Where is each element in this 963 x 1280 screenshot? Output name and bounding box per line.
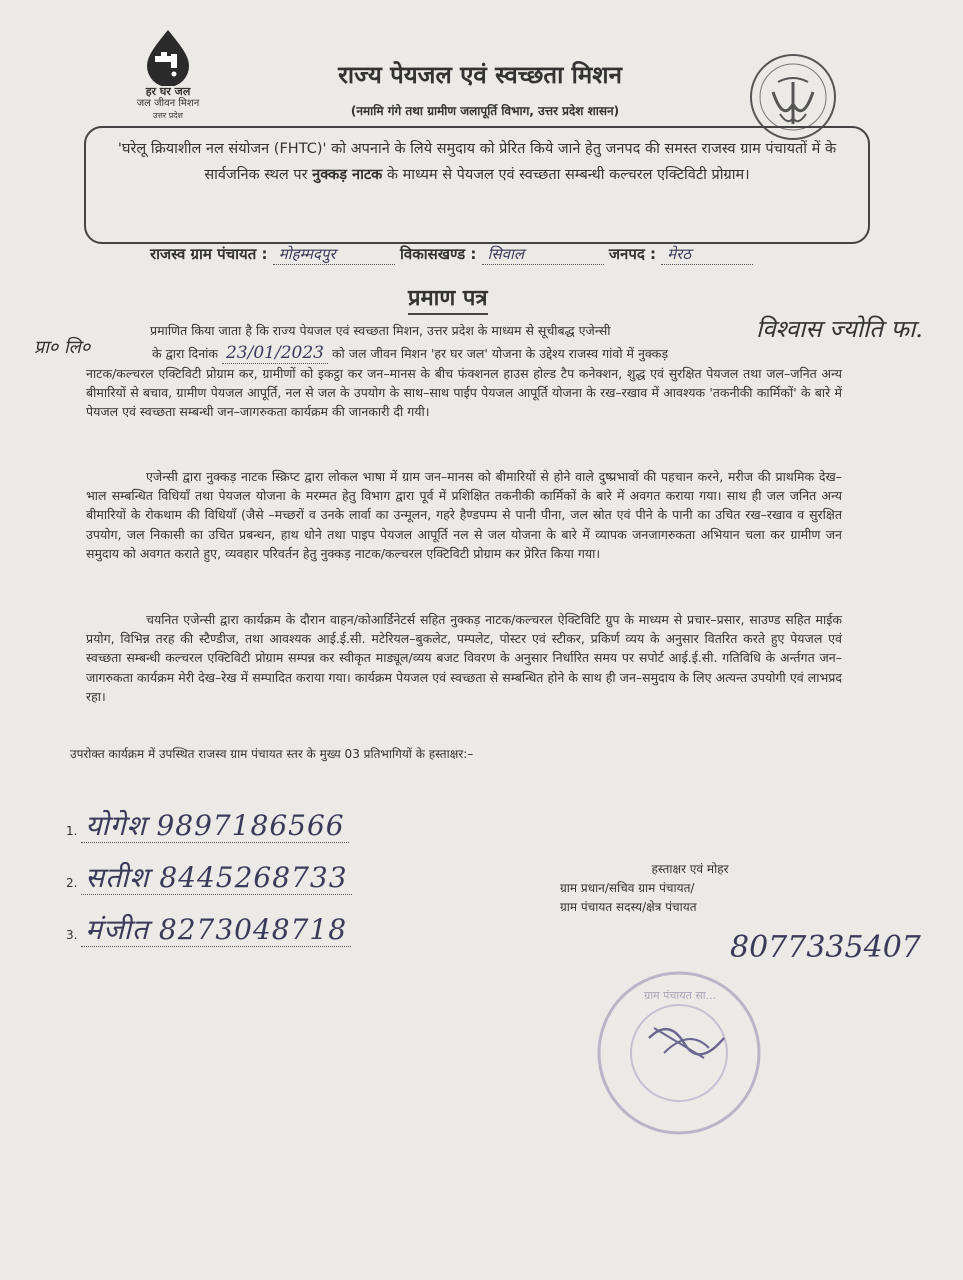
block-label: विकासखण्ड : <box>399 245 477 263</box>
signatory-row <box>66 858 352 896</box>
para1-line2-b: को जल जीवन मिशन 'हर घर जल' योजना के उद्देश्य राजस्व गांवो में नुक्कड़ <box>331 346 669 361</box>
signatory-signature: योगेश 9897186566 <box>81 809 348 843</box>
seal-designation-1: ग्राम प्रधान/सचिव ग्राम पंचायत/ <box>560 881 695 895</box>
subject-bold: नुक्कड़ नाटक <box>312 167 383 183</box>
logo-line-2: जल जीवन मिशन <box>136 98 200 109</box>
program-date-handwritten: 23/01/2023 <box>222 343 328 364</box>
signatory-number: 2. <box>66 876 78 890</box>
agency-prefix-handwritten: प्रा० लि० <box>34 337 91 358</box>
signatory-row <box>66 910 351 948</box>
document-header-subtitle: (नमामि गंगे तथा ग्रामीण जलापूर्ति विभाग, उत्तर प्रदेश शासन) <box>350 104 620 118</box>
water-tap-icon <box>133 28 203 86</box>
logo-line-1: हर घर जल <box>145 85 191 98</box>
subject-text-2: के माध्यम से पेयजल एवं स्वच्छता सम्बन्धी कल्चरल एक्टिविटी प्रोग्राम। <box>382 167 750 183</box>
para1-line1-text: प्रमाणित किया जाता है कि राज्य पेयजल एवं स्वच्छता मिशन, उत्तर प्रदेश के माध्यम से सूचीबद्ध एजेन्सी <box>150 323 611 338</box>
para1-line1 <box>150 322 611 339</box>
certificate-title: प्रमाण पत्र <box>408 282 488 315</box>
signatory-row <box>66 806 349 844</box>
block-value: सिवाल <box>482 244 604 265</box>
pradhan-phone-handwritten: 8077335407 <box>730 930 921 965</box>
seal-label: हस्ताक्षर एवं मोहर <box>651 862 729 876</box>
panchayat-label: राजस्व ग्राम पंचायत : <box>150 245 268 263</box>
seal-signature-block <box>560 860 810 917</box>
subject-box <box>84 126 870 244</box>
logo-line-3: उत्तर प्रदेश <box>153 111 183 120</box>
signatory-number: 1. <box>66 824 78 838</box>
signatory-signature: मंजीत 8273048718 <box>81 913 351 947</box>
district-label: जनपद : <box>608 245 657 263</box>
para1-line2-a: के द्वारा दिनांक <box>152 346 218 361</box>
para1-rest: नाटक/कल्चरल एक्टिविटी प्रोग्राम कर, ग्रामीणों को इकट्ठा कर जन–मानस के बीच फंक्शनल हाउस होल्ड टैप कनेक्शन, शुद्ध एवं सुरक्षित पेयजल तथा जल–जनित अन्य बीमारियों से बचाव, ग्रामीण पेयजल आपूर्ति, नल से जल के उपयोग के साथ–साथ पाईप पेयजल आपूर्ति योजना के रख–रखाव में आवश्यक 'तकनीकी कार्मिकों' के बारे में पेयजल एवं स्वच्छता सम्बन्धी जन–जागरुकता कार्यक्रम की जानकारी दी गयी। <box>86 366 842 420</box>
agency-name-handwritten: विश्वास ज्योति फा. <box>756 315 923 343</box>
signatory-signature: सतीश 8445268733 <box>81 861 351 895</box>
panchayat-stamp <box>594 968 764 1142</box>
district-value: मेरठ <box>661 244 753 265</box>
panchayat-details-line <box>150 244 850 265</box>
har-ghar-jal-logo <box>118 28 218 122</box>
panchayat-value: मोहम्मदपुर <box>273 244 395 265</box>
subject-text-1: 'घरेलू क्रियाशील नल संयोजन (FHTC)' को अपनाने के लिये समुदाय को प्रेरित किये जाने हेतु जनपद की समस्त राजस्व ग्राम पंचायतों में के सार्वजनिक स्थल पर <box>117 141 837 183</box>
stamp-text: ग्राम पंचायत सा... <box>644 989 717 1002</box>
para2: एजेन्सी द्वारा नुक्कड़ नाटक स्क्रिप्ट द्वारा लोकल भाषा में ग्राम जन–मानस को बीमारियों से होने वाले दुष्प्रभावों की पहचान करने, मरीज की प्राथमिक देख–भाल सम्बन्धित विधियाँ तथा पेयजल योजना के मरम्मत हेतु विभाग द्वारा पूर्व में प्रशिक्षित तकनीकी कार्मिकों के बारे में अवगत कराया गया। साथ ही जल जनित अन्य बीमारियों के रोकथाम की विधियाँ (जैसे –मच्छरों व उनके लार्वा का उन्मूलन, गहरे हैण्डपम्प से पानी पीना, जल स्रोत एवं पीने के पानी का उचित रख–रखाव व सुरक्षित उपयोग, जल निकासी का उचित प्रबन्धन, हाथ धोने तथा पाइप पेयजल आपूर्ति नल से जल योजना के बारे में व्यापक जनजागरुकता अभियान चला कर ग्रामीण जन समुदाय को अवगत कराते हुए, व्यवहार परिवर्तन हेतु नुक्कड़ नाटक/कल्चरल एक्टिविटी प्रोग्राम कर प्रेरित किया गया। <box>86 469 842 561</box>
para3: चयनित एजेन्सी द्वारा कार्यक्रम के दौरान वाहन/कोआर्डिनेटर्स सहित नुक्कड़ नाटक/कल्चरल ऐक्टिविटि ग्रुप के माध्यम से प्रचार–प्रसार, साउण्ड सहित माईक प्रयोग, विभिन्न तरह की स्टैण्डीज, तथा आवश्यक आई.ई.सी. मटेरियल–बुकलेट, पम्पलेट, पोस्टर एवं स्टीकर, प्रकिर्ण व्यय के अनुसार वितरित करते हुए पेयजल एवं स्वच्छता सम्बन्धी कल्चरल एक्टिविटी प्रोग्राम सम्पन्न कर स्वीकृत माड्यूल/व्यय बजट विवरण के अनुसार निर्धारित समय पर सपोर्ट आई.ई.सी. गतिविधि के अर्न्तगत जन–जागरुकता कार्यक्रम मेरी देख–रेख में सम्पादित कराया गया। कार्यक्रम पेयजल एवं स्वच्छता से सम्बन्धित होने के साथ ही जन–समुदाय के लिए अत्यन्त उपयोगी एवं लाभप्रद रहा। <box>86 612 842 704</box>
para1-line2 <box>152 343 668 364</box>
document-header-title: राज्य पेयजल एवं स्वच्छता मिशन <box>338 61 622 89</box>
seal-designation-2: ग्राम पंचायत सदस्य/क्षेत्र पंचायत <box>560 900 697 914</box>
signatories-intro: उपरोक्त कार्यक्रम में उपस्थित राजस्व ग्राम पंचायत स्तर के मुख्य 03 प्रतिभागियों के हस्ताक्षर:– <box>70 747 474 761</box>
signatory-number: 3. <box>66 928 78 942</box>
